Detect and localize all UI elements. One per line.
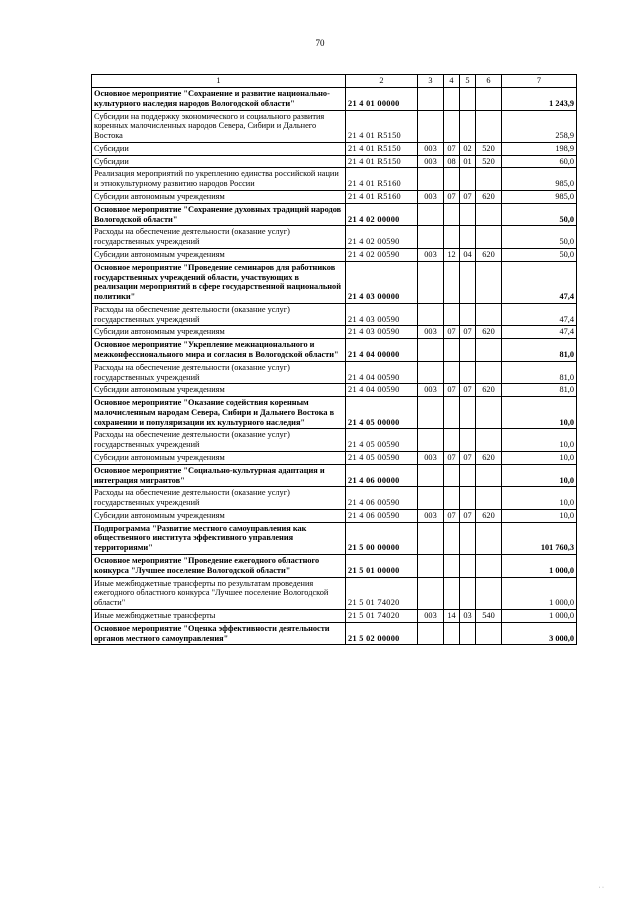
table-row [92, 168, 577, 191]
cell-c3 [418, 487, 444, 510]
cell-c4 [444, 577, 460, 609]
cell-c4 [444, 555, 460, 578]
cell-code: 21 4 04 00000 [346, 339, 418, 362]
cell-c3 [418, 522, 444, 554]
cell-name: Реализация мероприятий по укреплению единства российской нации и этнокультурному развитию народов России [92, 168, 346, 191]
cell-c5: 07 [460, 326, 476, 339]
cell-name: Иные межбюджетные трансферты [92, 609, 346, 622]
cell-c3: 003 [418, 452, 444, 465]
cell-code: 21 4 04 00590 [346, 384, 418, 397]
cell-c4: 08 [444, 155, 460, 168]
cell-c5 [460, 361, 476, 384]
cell-amount: 81,0 [502, 361, 577, 384]
cell-c4 [444, 110, 460, 142]
table-row-section [92, 339, 577, 362]
cell-name: Расходы на обеспечение деятельности (оказание услуг) государственных учреждений [92, 303, 346, 326]
cell-c3 [418, 261, 444, 303]
cell-code: 21 4 05 00000 [346, 397, 418, 429]
cell-c4 [444, 203, 460, 226]
cell-name: Субсидии автономным учреждениям [92, 326, 346, 339]
cell-amount: 81,0 [502, 384, 577, 397]
table-row [92, 248, 577, 261]
cell-name: Субсидии автономным учреждениям [92, 248, 346, 261]
cell-name: Субсидии на поддержку экономического и социального развития коренных малочисленных народов Севера, Сибири и Дальнего Востока [92, 110, 346, 142]
cell-amount: 47,4 [502, 261, 577, 303]
cell-c4 [444, 622, 460, 645]
cell-amount: 1 243,9 [502, 88, 577, 111]
cell-c5 [460, 261, 476, 303]
cell-c3 [418, 577, 444, 609]
cell-c5: 07 [460, 384, 476, 397]
cell-c6 [476, 522, 502, 554]
cell-c3 [418, 429, 444, 452]
cell-code: 21 4 01 00000 [346, 88, 418, 111]
cell-name: Основное мероприятие "Сохранение и развитие национально-культурного наследия народов Вологодской области" [92, 88, 346, 111]
cell-c6: 620 [476, 191, 502, 204]
cell-name: Основное мероприятие "Укрепление межнационального и межконфессионального мира и согласия в Вологодской области" [92, 339, 346, 362]
cell-c5 [460, 522, 476, 554]
cell-c6: 620 [476, 452, 502, 465]
cell-c3 [418, 464, 444, 487]
cell-c4: 12 [444, 248, 460, 261]
cell-c6 [476, 577, 502, 609]
cell-c6: 620 [476, 248, 502, 261]
cell-c5: 02 [460, 142, 476, 155]
cell-c6 [476, 622, 502, 645]
table-row [92, 577, 577, 609]
cell-c5: 07 [460, 452, 476, 465]
cell-name: Основное мероприятие "Сохранение духовных традиций народов Вологодской области" [92, 203, 346, 226]
cell-name: Основное мероприятие "Оценка эффективности деятельности органов местного самоуправления" [92, 622, 346, 645]
cell-code: 21 4 01 R5160 [346, 191, 418, 204]
cell-c6 [476, 168, 502, 191]
table-row-section [92, 397, 577, 429]
cell-c6 [476, 464, 502, 487]
table-row [92, 509, 577, 522]
cell-c4: 07 [444, 384, 460, 397]
cell-name: Расходы на обеспечение деятельности (оказание услуг) государственных учреждений [92, 487, 346, 510]
cell-amount: 258,9 [502, 110, 577, 142]
cell-c6: 520 [476, 142, 502, 155]
cell-code: 21 5 01 74020 [346, 609, 418, 622]
cell-name: Основное мероприятие "Проведение ежегодного областного конкурса "Лучшее поселение Вологодской области" [92, 555, 346, 578]
cell-name: Основное мероприятие "Социально-культурная адаптация и интеграция мигрантов" [92, 464, 346, 487]
corner-mark: · · [598, 885, 604, 891]
cell-code: 21 5 01 00000 [346, 555, 418, 578]
cell-c3: 003 [418, 609, 444, 622]
cell-c3 [418, 339, 444, 362]
cell-c6 [476, 397, 502, 429]
table-row-section [92, 464, 577, 487]
cell-code: 21 4 01 R5160 [346, 168, 418, 191]
cell-c4 [444, 226, 460, 249]
cell-amount: 10,0 [502, 487, 577, 510]
cell-c5 [460, 339, 476, 362]
cell-c4: 07 [444, 142, 460, 155]
cell-c5 [460, 88, 476, 111]
cell-c5 [460, 577, 476, 609]
cell-code: 21 4 02 00590 [346, 248, 418, 261]
cell-c3 [418, 88, 444, 111]
cell-c4 [444, 361, 460, 384]
cell-code: 21 4 03 00590 [346, 303, 418, 326]
table-row [92, 384, 577, 397]
cell-amount: 50,0 [502, 248, 577, 261]
cell-c3: 003 [418, 384, 444, 397]
cell-c6 [476, 261, 502, 303]
page-number: 70 [315, 38, 325, 48]
cell-c6 [476, 487, 502, 510]
cell-code: 21 4 02 00590 [346, 226, 418, 249]
cell-amount: 81,0 [502, 339, 577, 362]
cell-c4 [444, 168, 460, 191]
cell-name: Расходы на обеспечение деятельности (оказание услуг) государственных учреждений [92, 226, 346, 249]
cell-c5 [460, 622, 476, 645]
cell-c5: 03 [460, 609, 476, 622]
table-header-row [92, 75, 577, 88]
cell-c3: 003 [418, 142, 444, 155]
cell-c3 [418, 168, 444, 191]
cell-c3: 003 [418, 326, 444, 339]
cell-c5 [460, 203, 476, 226]
cell-name: Расходы на обеспечение деятельности (оказание услуг) государственных учреждений [92, 361, 346, 384]
cell-amount: 985,0 [502, 191, 577, 204]
cell-amount: 10,0 [502, 452, 577, 465]
cell-c6: 620 [476, 384, 502, 397]
cell-amount: 50,0 [502, 203, 577, 226]
cell-c5 [460, 397, 476, 429]
cell-c5 [460, 226, 476, 249]
cell-c4 [444, 429, 460, 452]
cell-c5 [460, 487, 476, 510]
table-row [92, 142, 577, 155]
table-row [92, 452, 577, 465]
cell-amount: 198,9 [502, 142, 577, 155]
cell-c3 [418, 361, 444, 384]
cell-c5 [460, 303, 476, 326]
cell-code: 21 4 04 00590 [346, 361, 418, 384]
table-row-section [92, 203, 577, 226]
cell-c4 [444, 303, 460, 326]
cell-amount: 47,4 [502, 303, 577, 326]
cell-name: Субсидии [92, 155, 346, 168]
cell-c6: 620 [476, 509, 502, 522]
cell-c6 [476, 339, 502, 362]
cell-c4 [444, 464, 460, 487]
cell-c3: 003 [418, 248, 444, 261]
cell-c5 [460, 168, 476, 191]
cell-c6 [476, 361, 502, 384]
cell-amount: 10,0 [502, 429, 577, 452]
cell-amount: 10,0 [502, 464, 577, 487]
cell-c3 [418, 203, 444, 226]
table-row [92, 155, 577, 168]
cell-c4: 07 [444, 452, 460, 465]
cell-c6 [476, 303, 502, 326]
table-row-section [92, 555, 577, 578]
table-row [92, 110, 577, 142]
table-row [92, 609, 577, 622]
header-cell: 4 [444, 75, 460, 88]
cell-c6 [476, 110, 502, 142]
cell-c4 [444, 487, 460, 510]
cell-code: 21 4 02 00000 [346, 203, 418, 226]
table-row [92, 429, 577, 452]
cell-name: Субсидии автономным учреждениям [92, 509, 346, 522]
cell-c6 [476, 88, 502, 111]
cell-c4: 07 [444, 191, 460, 204]
cell-c3: 003 [418, 509, 444, 522]
cell-amount: 50,0 [502, 226, 577, 249]
cell-c4: 14 [444, 609, 460, 622]
cell-c5 [460, 110, 476, 142]
header-cell: 7 [502, 75, 577, 88]
table-row [92, 361, 577, 384]
cell-c5 [460, 555, 476, 578]
table-row-section [92, 261, 577, 303]
cell-name: Субсидии [92, 142, 346, 155]
cell-c4 [444, 261, 460, 303]
cell-code: 21 4 03 00000 [346, 261, 418, 303]
cell-amount: 1 000,0 [502, 577, 577, 609]
cell-amount: 101 760,3 [502, 522, 577, 554]
cell-c3 [418, 555, 444, 578]
table-row [92, 226, 577, 249]
cell-c3 [418, 622, 444, 645]
cell-amount: 10,0 [502, 509, 577, 522]
cell-name: Основное мероприятие "Проведение семинаров для работников государственных учреждений области, участвующих в реализации мероприятий в сфере государственной национальной политики" [92, 261, 346, 303]
cell-c3: 003 [418, 155, 444, 168]
cell-c4 [444, 339, 460, 362]
cell-code: 21 4 05 00590 [346, 429, 418, 452]
header-cell: 6 [476, 75, 502, 88]
cell-name: Расходы на обеспечение деятельности (оказание услуг) государственных учреждений [92, 429, 346, 452]
cell-c5 [460, 464, 476, 487]
cell-code: 21 5 02 00000 [346, 622, 418, 645]
header-cell: 5 [460, 75, 476, 88]
table-row [92, 191, 577, 204]
cell-code: 21 4 06 00590 [346, 487, 418, 510]
cell-c3 [418, 226, 444, 249]
cell-c4: 07 [444, 326, 460, 339]
cell-c4 [444, 397, 460, 429]
cell-c5: 04 [460, 248, 476, 261]
cell-c5 [460, 429, 476, 452]
cell-code: 21 4 05 00590 [346, 452, 418, 465]
cell-name: Подпрограмма "Развитие местного самоуправления как общественного института эффективного управления территориями" [92, 522, 346, 554]
cell-amount: 1 000,0 [502, 555, 577, 578]
cell-name: Субсидии автономным учреждениям [92, 384, 346, 397]
cell-code: 21 5 01 74020 [346, 577, 418, 609]
table-row [92, 487, 577, 510]
budget-table [91, 74, 577, 645]
table-row-section [92, 88, 577, 111]
cell-c3 [418, 397, 444, 429]
cell-amount: 1 000,0 [502, 609, 577, 622]
cell-code: 21 4 01 R5150 [346, 142, 418, 155]
cell-code: 21 5 00 00000 [346, 522, 418, 554]
cell-c6 [476, 226, 502, 249]
cell-c4 [444, 88, 460, 111]
cell-name: Субсидии автономным учреждениям [92, 452, 346, 465]
cell-code: 21 4 06 00000 [346, 464, 418, 487]
table-row [92, 303, 577, 326]
cell-name: Субсидии автономным учреждениям [92, 191, 346, 204]
cell-c5: 01 [460, 155, 476, 168]
cell-c5: 07 [460, 509, 476, 522]
cell-c6: 540 [476, 609, 502, 622]
cell-c6 [476, 203, 502, 226]
header-cell: 1 [92, 75, 346, 88]
cell-c4: 07 [444, 509, 460, 522]
cell-c6 [476, 555, 502, 578]
cell-code: 21 4 06 00590 [346, 509, 418, 522]
cell-c5: 07 [460, 191, 476, 204]
cell-c3: 003 [418, 191, 444, 204]
table-row-section [92, 522, 577, 554]
cell-c6: 520 [476, 155, 502, 168]
table-row [92, 326, 577, 339]
cell-amount: 985,0 [502, 168, 577, 191]
cell-code: 21 4 03 00590 [346, 326, 418, 339]
table-row-section [92, 622, 577, 645]
cell-name: Иные межбюджетные трансферты по результатам проведения ежегодного областного конкурса "Лучшее поселение Вологодской области" [92, 577, 346, 609]
cell-c3 [418, 110, 444, 142]
cell-amount: 47,4 [502, 326, 577, 339]
header-cell: 3 [418, 75, 444, 88]
cell-c6 [476, 429, 502, 452]
cell-c4 [444, 522, 460, 554]
cell-c6: 620 [476, 326, 502, 339]
cell-name: Основное мероприятие "Оказание содействия коренным малочисленным народам Севера, Сибири и Дальнего Востока в сохранении и популяризации их культурного наследия" [92, 397, 346, 429]
cell-c3 [418, 303, 444, 326]
cell-code: 21 4 01 R5150 [346, 155, 418, 168]
cell-amount: 10,0 [502, 397, 577, 429]
header-cell: 2 [346, 75, 418, 88]
cell-amount: 3 000,0 [502, 622, 577, 645]
cell-code: 21 4 01 R5150 [346, 110, 418, 142]
cell-amount: 60,0 [502, 155, 577, 168]
